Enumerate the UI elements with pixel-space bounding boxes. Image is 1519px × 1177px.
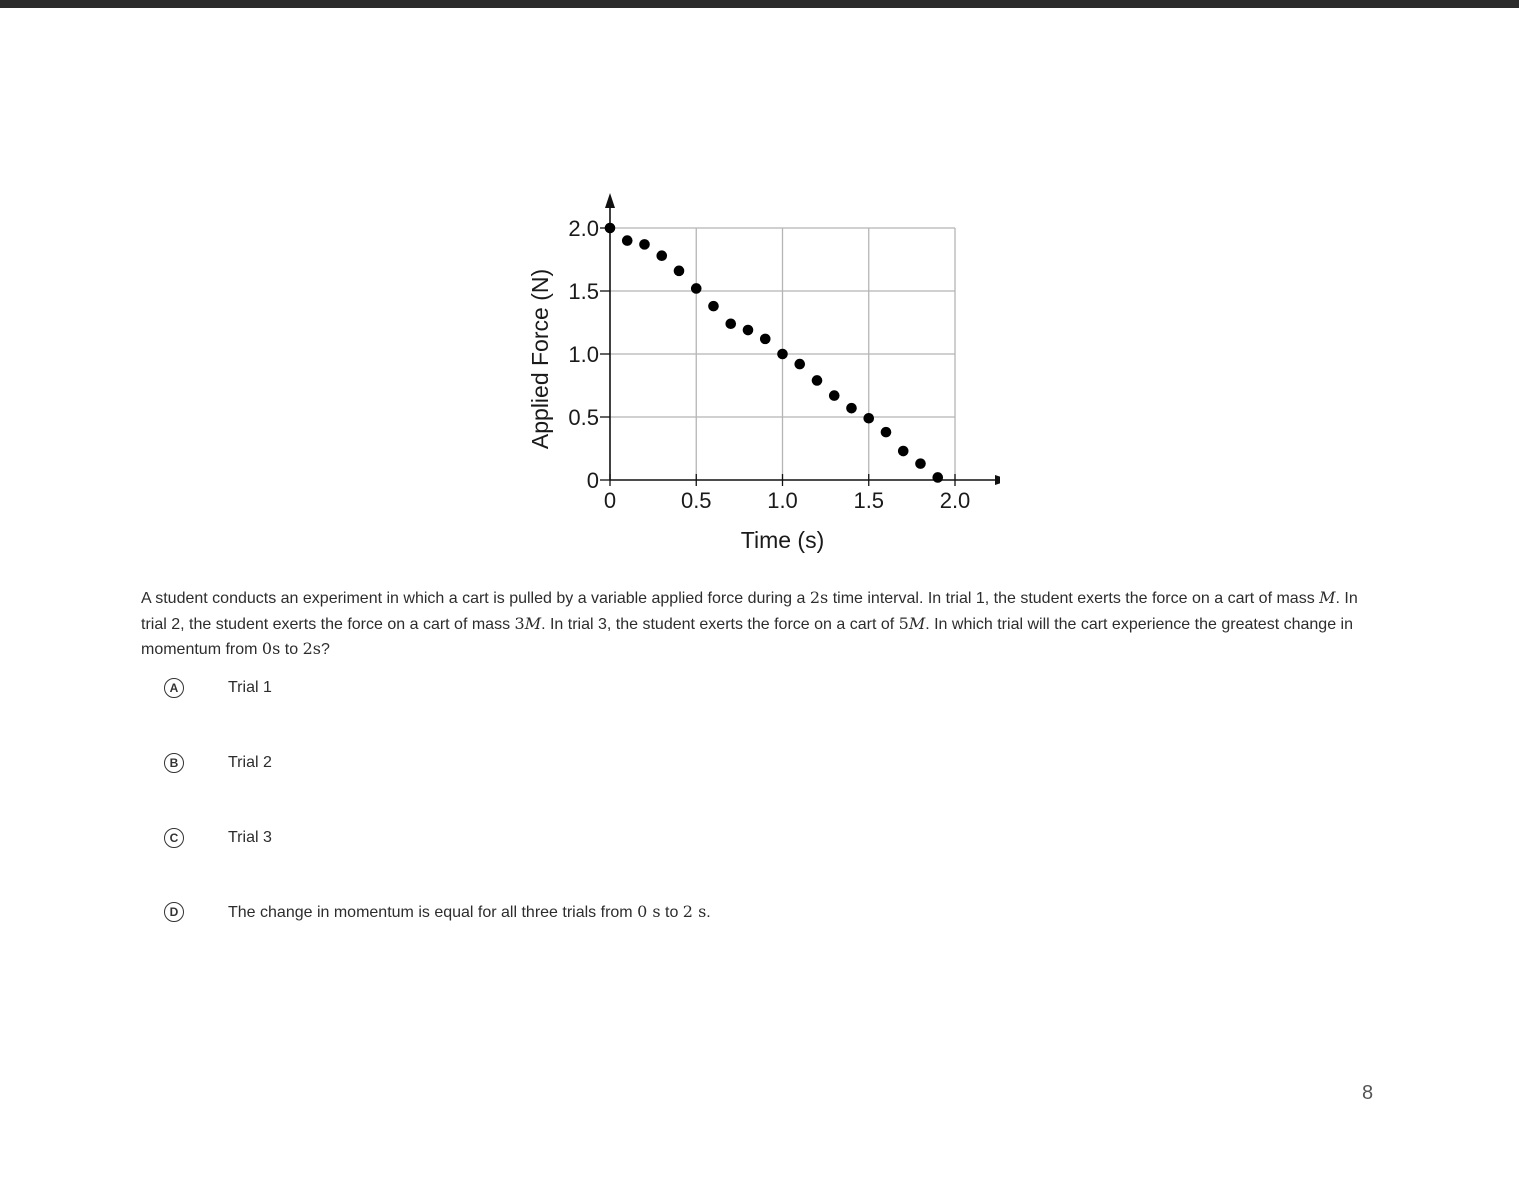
- y-tick-label: 0: [586, 468, 599, 493]
- question-text: . In trial 2, the student exerts the force on a cart of mass: [141, 590, 1358, 633]
- y-axis-title: Applied Force (N): [527, 268, 553, 450]
- choice-d-letter[interactable]: D: [164, 902, 184, 922]
- data-point: [812, 375, 823, 386]
- x-tick-label: 0: [603, 488, 617, 513]
- y-tick-label: 1.0: [568, 342, 599, 367]
- page-number: 8: [1362, 1082, 1374, 1104]
- question-math: 5: [898, 613, 909, 633]
- data-point: [846, 403, 857, 414]
- data-point: [794, 359, 805, 370]
- force-time-chart: [520, 185, 1000, 560]
- choice-a[interactable]: [164, 675, 272, 701]
- question-math: 2: [809, 588, 821, 607]
- question-math: s: [820, 588, 829, 607]
- choice-d-math: 0: [637, 902, 648, 921]
- choice-d-math: s: [692, 902, 707, 921]
- y-tick-label: 2.0: [568, 216, 599, 241]
- choice-d-math: 2: [682, 902, 693, 921]
- choice-d-text: to: [660, 904, 683, 921]
- top-bar: [0, 0, 1519, 8]
- choice-a-text[interactable]: Trial 1: [228, 679, 272, 696]
- question-text: A student conducts an experiment in which a cart is pulled by a variable applied force during a: [141, 590, 810, 607]
- data-point: [932, 472, 943, 483]
- question-math: 2: [302, 639, 313, 658]
- data-point: [708, 301, 719, 312]
- question-text: to: [280, 641, 303, 658]
- data-point: [674, 266, 685, 277]
- data-point: [605, 223, 616, 234]
- question-math: M: [1319, 588, 1336, 607]
- choice-c[interactable]: [164, 825, 272, 851]
- question-text: time interval. In trial 1, the student exerts the force on a cart of mass: [828, 590, 1320, 607]
- data-point: [777, 349, 788, 360]
- x-tick-label: 1.0: [767, 488, 798, 513]
- choice-d[interactable]: [164, 899, 711, 925]
- y-axis-arrow: [605, 193, 615, 208]
- choice-d-text: The change in momentum is equal for all three trials from: [228, 904, 638, 921]
- chart-svg: [520, 185, 1000, 560]
- data-point: [725, 318, 736, 329]
- data-point: [881, 427, 892, 438]
- question-text: . In trial 3, the student exerts the force on a cart of: [541, 615, 899, 633]
- data-point: [656, 250, 667, 261]
- choice-d-text[interactable]: [228, 902, 711, 922]
- question-math: 0: [261, 639, 273, 658]
- data-point: [622, 235, 633, 246]
- y-tick-label: 1.5: [568, 279, 599, 304]
- data-point: [863, 413, 874, 424]
- question-text: [141, 586, 1381, 663]
- x-tick-label: 1.5: [853, 488, 885, 513]
- x-tick-label: 2.0: [939, 488, 971, 513]
- question-stem: [141, 590, 1358, 658]
- data-point: [743, 325, 754, 336]
- choice-c-text[interactable]: Trial 3: [228, 829, 272, 846]
- x-axis-arrow: [995, 475, 1000, 485]
- choice-b[interactable]: [164, 750, 272, 776]
- choice-b-letter[interactable]: B: [164, 753, 184, 773]
- data-point: [760, 334, 771, 345]
- data-point: [898, 446, 909, 457]
- question-text: ?: [320, 641, 330, 658]
- y-tick-label: 0.5: [568, 405, 599, 430]
- question-math: 3: [514, 613, 525, 633]
- choice-d-math: s: [647, 902, 661, 921]
- choice-b-text[interactable]: Trial 2: [228, 754, 272, 771]
- choice-d-text: .: [706, 904, 711, 921]
- x-tick-label: 0.5: [680, 488, 712, 513]
- question-math: M: [908, 613, 926, 633]
- question-math: M: [524, 613, 542, 633]
- question-text: . In which trial will the cart experience the greatest change in momentum from: [141, 615, 1353, 658]
- x-axis-title: Time (s): [740, 527, 825, 553]
- data-point: [915, 458, 926, 469]
- question-math: s: [272, 639, 281, 658]
- choice-c-letter[interactable]: C: [164, 828, 184, 848]
- data-point: [639, 239, 650, 250]
- data-point: [691, 283, 702, 294]
- data-point: [829, 390, 840, 401]
- choice-a-letter[interactable]: A: [164, 678, 184, 698]
- question-math: s: [312, 639, 321, 658]
